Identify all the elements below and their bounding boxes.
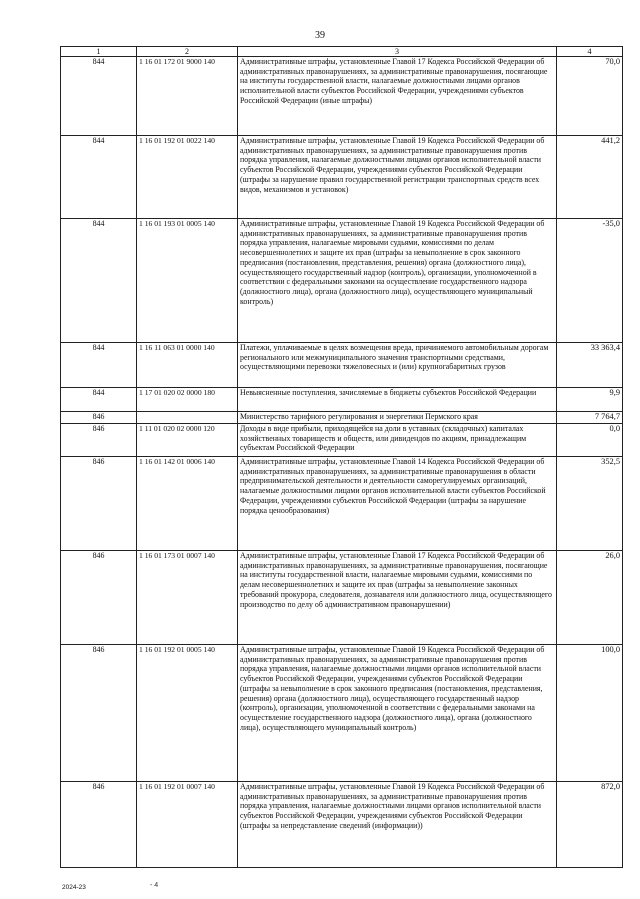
revenue-code-cell: [137, 412, 238, 424]
amount-cell: -35,0: [557, 219, 623, 343]
revenue-name-cell: Доходы в виде прибыли, приходящейся на доли в уставных (складочных) капиталах хозяйственных товариществ и обществ, или дивидендов по акциям, принадлежащим субъектам Российской Федерации: [238, 424, 557, 457]
table-row: [61, 645, 623, 782]
admin-code-cell: 846: [61, 645, 137, 782]
amount-cell: 441,2: [557, 136, 623, 219]
revenue-name-cell: Административные штрафы, установленные Главой 17 Кодекса Российской Федерации об административных правонарушениях, за административные правонарушения, посягающие на институты государственной власти, налагаемые должностными лицами органов исполнительной власти субъектов Российской Федерации, учреждениями субъектов Российской Федерации (иные штрафы): [238, 57, 557, 136]
amount-cell: 352,5: [557, 457, 623, 551]
revenue-name-cell: Административные штрафы, установленные Главой 19 Кодекса Российской Федерации об административных правонарушениях, за административные правонарушения против порядка управления, налагаемые мировыми судьями, комиссиями по делам несовершеннолетних и защите их прав (штрафы за невыполнение в срок законного предписания (постановления, представления, решения) органа (должностного лица), осуществляющего государственный надзор (контроль), организации, уполномоченной в соответствии с федеральными законами на осуществление государственного надзора (должностного лица), органа (должностного лица), осуществляющего муниципальный контроль): [238, 219, 557, 343]
revenue-code-cell: 1 16 01 193 01 0005 140: [137, 219, 238, 343]
admin-code-cell: 844: [61, 57, 137, 136]
revenue-code-cell: 1 17 01 020 02 0000 180: [137, 388, 238, 412]
amount-cell: 0,0: [557, 424, 623, 457]
revenue-code-cell: 1 16 01 192 01 0005 140: [137, 645, 238, 782]
table-row: [61, 782, 623, 868]
table-row: [61, 388, 623, 412]
table-row: [61, 343, 623, 388]
admin-code-cell: 844: [61, 388, 137, 412]
table-row: [61, 219, 623, 343]
table-row: [61, 412, 623, 424]
table-row: [61, 57, 623, 136]
admin-code-cell: 846: [61, 457, 137, 551]
header-col-1: 1: [61, 47, 137, 57]
admin-code-cell: 846: [61, 424, 137, 457]
amount-cell: 872,0: [557, 782, 623, 868]
admin-code-cell: 846: [61, 551, 137, 645]
revenue-name-cell: Административные штрафы, установленные Главой 19 Кодекса Российской Федерации об административных правонарушениях, за административные правонарушения против порядка управления, налагаемые должностными лицами органов исполнительной власти субъектов Российской Федерации, учреждениями субъектов Российской Федерации (штрафы за непредставление сведений (информации)): [238, 782, 557, 868]
page-number: 39: [315, 30, 325, 41]
revenue-code-cell: 1 16 01 142 01 0006 140: [137, 457, 238, 551]
document-code: 2024-23: [62, 884, 86, 891]
table-row: [61, 457, 623, 551]
header-row: [61, 47, 623, 57]
revenue-name-cell: Невыясненные поступления, зачисляемые в бюджеты субъектов Российской Федерации: [238, 388, 557, 412]
revenue-code-cell: 1 16 01 173 01 0007 140: [137, 551, 238, 645]
header-col-2: 2: [137, 47, 238, 57]
table-row: [61, 424, 623, 457]
table-row: [61, 136, 623, 219]
amount-cell: 70,0: [557, 57, 623, 136]
amount-cell: 33 363,4: [557, 343, 623, 388]
header-col-4: 4: [557, 47, 623, 57]
revenue-name-cell: Административные штрафы, установленные Главой 17 Кодекса Российской Федерации об административных правонарушениях, за административные правонарушения, посягающие на институты государственной власти, налагаемые мировыми судьями, комиссиями по делам несовершеннолетних и защите их прав (штрафы за невыполнение законных требований прокурора, следователя, дознавателя или должностного лица, осуществляющего производство по делу об административном правонарушении): [238, 551, 557, 645]
handwritten-mark: - 4: [150, 882, 159, 889]
amount-cell: 9,9: [557, 388, 623, 412]
revenue-name-cell: Административные штрафы, установленные Главой 14 Кодекса Российской Федерации об административных правонарушениях, за административные правонарушения в области предпринимательской деятельности и деятельности саморегулируемых организаций, налагаемые должностными лицами органов исполнительной власти субъектов Российской Федерации, учреждениями субъектов Российской Федерации (штрафы за нарушение порядка ценообразования): [238, 457, 557, 551]
admin-code-cell: 844: [61, 219, 137, 343]
revenue-code-cell: 1 16 01 172 01 9000 140: [137, 57, 238, 136]
revenue-code-cell: 1 16 01 192 01 0007 140: [137, 782, 238, 868]
header-col-3: 3: [238, 47, 557, 57]
revenue-name-cell: Административные штрафы, установленные Главой 19 Кодекса Российской Федерации об административных правонарушениях, за административные правонарушения против порядка управления, налагаемые должностными лицами органов исполнительной власти субъектов Российской Федерации, учреждениями субъектов Российской Федерации (штрафы за нарушение правил государственной регистрации транспортных средств всех видов, механизмов и установок): [238, 136, 557, 219]
ministry-name-cell: Министерство тарифного регулирования и энергетики Пермского края: [238, 412, 557, 424]
revenue-table: [60, 46, 623, 868]
amount-cell: 7 764,7: [557, 412, 623, 424]
amount-cell: 100,0: [557, 645, 623, 782]
revenue-code-cell: 1 11 01 020 02 0000 120: [137, 424, 238, 457]
table-row: [61, 551, 623, 645]
admin-code-cell: 846: [61, 782, 137, 868]
admin-code-cell: 844: [61, 343, 137, 388]
amount-cell: 26,0: [557, 551, 623, 645]
admin-code-cell: 846: [61, 412, 137, 424]
admin-code-cell: 844: [61, 136, 137, 219]
revenue-code-cell: 1 16 11 063 01 0000 140: [137, 343, 238, 388]
revenue-name-cell: Административные штрафы, установленные Главой 19 Кодекса Российской Федерации об административных правонарушениях, за административные правонарушения против порядка управления, налагаемые должностными лицами органов исполнительной власти субъектов Российской Федерации, учреждениями субъектов Российской Федерации (штрафы за невыполнение в срок законного предписания (постановления, представления, решения) органа (должностного лица), осуществляющего государственный надзор (контроль), организации, уполномоченной в соответствии с федеральными законами на осуществление государственного надзора (должностного лица), органа (должностного лица), осуществляющего муниципальный контроль): [238, 645, 557, 782]
revenue-code-cell: 1 16 01 192 01 0022 140: [137, 136, 238, 219]
revenue-name-cell: Платежи, уплачиваемые в целях возмещения вреда, причиняемого автомобильным дорогам регионального или межмуниципального значения транспортными средствами, осуществляющими перевозки тяжеловесных и (или) крупногабаритных грузов: [238, 343, 557, 388]
